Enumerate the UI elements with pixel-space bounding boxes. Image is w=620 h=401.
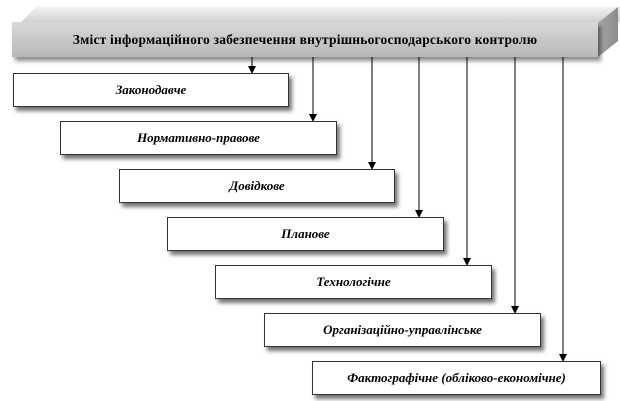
category-box-reference: Довідкове [119,169,395,203]
category-box-factographic: Фактографічне (обліково-економічне) [312,361,601,395]
category-box-normative-legal: Нормативно-правове [60,121,337,155]
header-title: Зміст інформаційного забезпечення внутрішньогосподарського контролю [72,31,538,47]
category-box-planning: Планове [167,217,444,251]
category-box-organizational-managerial: Організаційно-управлінське [264,313,541,347]
category-box-technological: Технологічне [215,265,492,299]
category-box-legislative: Законодавче [13,73,289,107]
